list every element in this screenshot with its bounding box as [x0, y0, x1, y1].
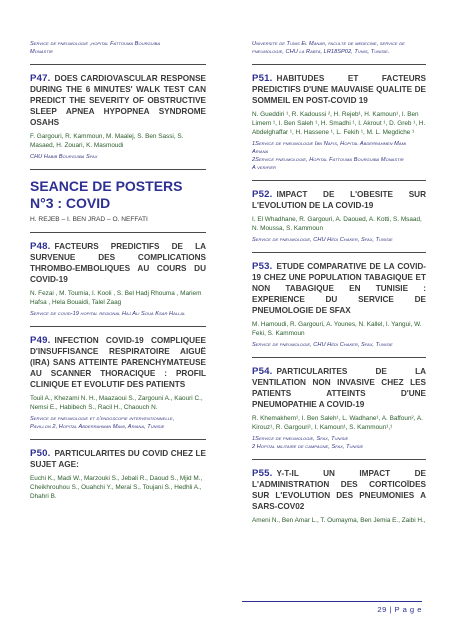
poster-authors: Euchi K., Madi W., Marzouki S., Jebali R., Daoud S., Mjid M., Cheikhrouhou S., Ouahchi Y., Merai S., Toujani S., Hedhli A., Dhahri B. — [30, 475, 203, 500]
poster-title: P54. PARTICULARITES DE LA VENTILATION NON INVASIVE CHEZ LES PATIENTS ATTEINTS D'UNE PNEUMOPATHIE A COVID-19 — [252, 366, 426, 409]
poster-number: P54. — [252, 366, 273, 377]
affiliation: Universite de Tunis El Manar, faculte de medecine, service de pneumologie, CHU la Rabta, LR18SP02, Tunis, Tunisie. — [252, 41, 405, 55]
poster-p53 — [252, 261, 426, 349]
affiliation: 1Service de pneumologie, Sfax, Tunisie 2 Hopital militaire de campagne, Sfax, Tunisie — [252, 436, 364, 450]
poster-authors: R. Khemakhem¹, I. Ben Saleh¹, L. Wadhane¹, A. Baffoun², A. Kirouz¹, R. Gargouri¹, I. Kamoun¹, S. Kammoun¹,¹ — [252, 415, 423, 431]
poster-authors: N. Gueddiri ¹, R. Kadoussi ², H. Rejeb¹, H. Kamoun¹, I. Ben Limem ¹, I. Ben Saleh ¹, H. Smadhi ¹, I. Akrout ¹, D. Greb ¹, H. Abdelghaffar ¹, H. Hassene ¹, L. Fekih ¹, M. L. Megdiche ¹ — [252, 111, 426, 136]
poster-title: P49. INFECTION COVID-19 COMPLIQUEE D'INSUFFISANCE RESPIRATOIRE AIGUË (IRA) SANS ATTEINTE PARENCHYMATEUSE AU SCANNER THORACIQUE : PROFIL CLINIQUE ET EVOLUTIF DES PATIENTS — [30, 335, 206, 389]
poster-title: P55. Y-T-IL UN IMPACT DE L'ADMINISTRATION DES CORTICOÏDES SUR L'EVOLUTION DES PNEUMONIES A SARS-COV02 — [252, 468, 426, 511]
page-number: 29 | P a g e — [377, 605, 422, 614]
right-column — [252, 40, 426, 525]
affiliation: Service de pneumologie et d'endoscopie interventionnelle, Pavillon 2, Hopital Abderrahman Mami, Ariana, Tunisie — [30, 416, 175, 430]
divider — [30, 232, 206, 233]
poster-number: P52. — [252, 189, 273, 200]
poster-p54 — [252, 366, 426, 451]
poster-title: P52. IMPACT DE L'OBESITE SUR L'EVOLUTION DE LA COVID-19 — [252, 189, 426, 210]
footer-rule — [242, 601, 422, 602]
poster-number: P53. — [252, 261, 273, 272]
poster-p47 — [30, 73, 206, 161]
poster-title: P53. ETUDE COMPARATIVE DE LA COVID-19 CHEZ UNE POPULATION TABAGIQUE ET NON TABAGIQUE EN TUNISIE : EXPERIENCE DU SERVICE DE PNEUMOLOGIE DE SFAX — [252, 261, 426, 315]
session-title: SEANCE DE POSTERS N°3 : COVID — [30, 178, 183, 211]
poster-p51 — [252, 73, 426, 172]
affiliation: Service de covid-19 hopital regional Haj Ali Soua Ksar Hallal — [30, 311, 186, 317]
affiliation: Service de pneumologie, CHU Hédi Chaker, Sfax, Tunisie — [252, 342, 393, 348]
page-footer — [242, 601, 422, 616]
poster-number: P50. — [30, 448, 51, 459]
poster-p49 — [30, 335, 206, 431]
divider — [30, 169, 206, 170]
divider — [30, 439, 206, 440]
poster-title: P50. PARTICULARITES DU COVID CHEZ LE SUJET AGE: — [30, 448, 206, 469]
poster-number: P49. — [30, 335, 51, 346]
poster-p55 — [252, 468, 426, 525]
divider — [252, 252, 426, 253]
poster-authors: I. El Whadhane, R. Gargouri, A. Daoued, A. Kotti, S. Msaad, N. Moussa, S. Kammoun — [252, 216, 422, 232]
session-chairs: H. REJEB – I. BEN JRAD – O. NEFFATI — [30, 216, 148, 223]
poster-authors: Touil A., Khezami N. H., Maazaoui S., Zargouni A., Kaouri C., Nemsi E., Habibech S., Racil H., Chaouch N. — [30, 395, 203, 411]
affiliation: Service de pneumologie, CHU Hédi Chaker, Sfax, Tunisie — [252, 237, 393, 243]
poster-number: P51. — [252, 73, 273, 84]
poster-p52 — [252, 189, 426, 244]
poster-authors: N. Fezai , M. Toumia, I. Kooli , S. Bel Hadj Rhouma , Mariem Hafsa , Hela Bouaidi, Talel Zaag — [30, 290, 202, 306]
poster-title: P51. HABITUDES ET FACTEURS PREDICTIFS D'UNE MAUVAISE QUALITE DE SOMMEIL EN POST-COVID 19 — [252, 73, 426, 105]
left-column — [30, 40, 206, 501]
divider — [252, 357, 426, 358]
poster-p48 — [30, 241, 206, 318]
poster-authors: Ameni N., Ben Amar L., T. Oumayma, Ben Jemia E., Zaibi H., — [252, 517, 426, 524]
poster-number: P47. — [30, 73, 51, 84]
poster-number: P55. — [252, 468, 273, 479]
poster-authors: F. Gargouri, R. Kammoun, M. Maalej, S. Ben Sassi, S. Masaed, H. Zouari, K. Masmoudi — [30, 133, 184, 149]
affiliation: CHU Habib Bourguiba Sfax — [30, 154, 98, 160]
divider — [252, 64, 426, 65]
divider — [30, 326, 206, 327]
session-header — [30, 178, 206, 224]
divider — [252, 459, 426, 460]
affiliation: Service de pneumologie ,hopital Fattouma Bourguiba Monastir — [30, 41, 161, 55]
poster-title: P48. FACTEURS PREDICTIFS DE LA SURVENUE DES COMPLICATIONS THROMBO-EMBOLIQUES AU COURS DU COVID-19 — [30, 241, 206, 284]
poster-number: P48. — [30, 241, 51, 252]
divider — [30, 64, 206, 65]
divider — [252, 180, 426, 181]
poster-p50 — [30, 448, 206, 501]
poster-title: P47. DOES CARDIOVASCULAR RESPONSE DURING THE 6 MINUTES' WALK TEST CAN PREDICT THE SEVERITY OF OBSTRUCTIVE SLEEP APNEA HYPOPNEA SYNDROME OSAHS — [30, 73, 206, 127]
poster-authors: M. Hamoudi, R. Gargouri, A. Younes, N. Kallel, I. Yangui, W. Feki, S. Kammoun — [252, 321, 422, 337]
affiliation: 1Service de pneumologie Ibn Nafis, Hopital Abderrahmen Mami Ariana 2Service pneumologie, Hopital Fattouma Bourguiba Monastir A verifier — [252, 141, 407, 171]
